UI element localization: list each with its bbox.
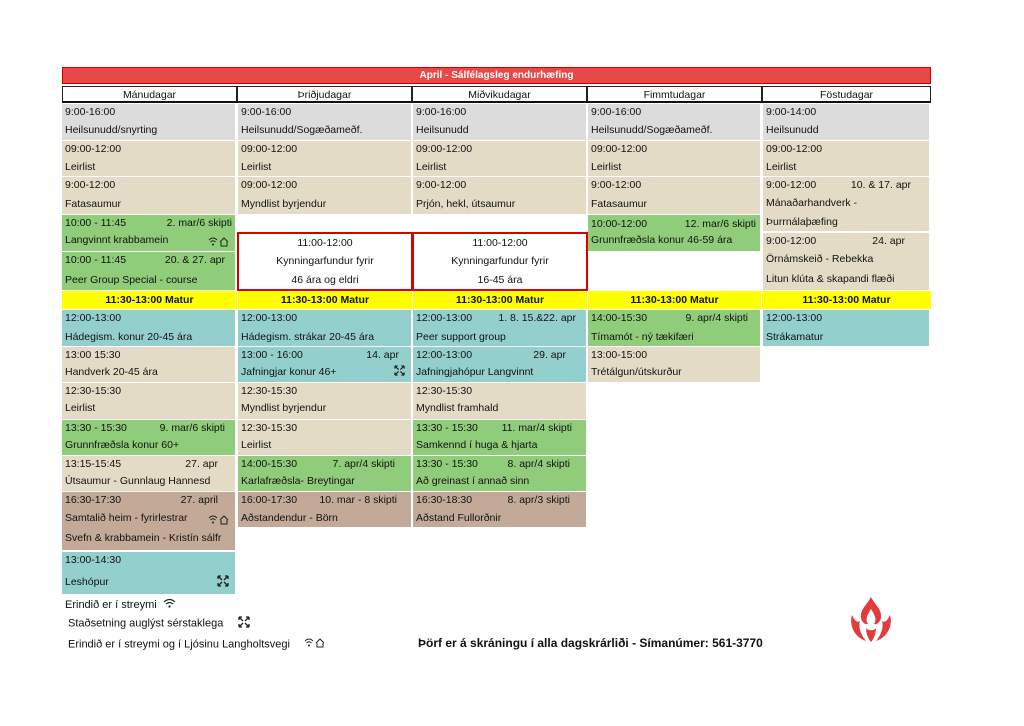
wed-peer-support-slot <box>413 310 586 346</box>
legend-both-label: Erindið er í streymi og í Ljósinu Langholtsvegi <box>68 638 290 651</box>
legend-location-label: Staðsetning auglýst sérstaklega <box>68 617 224 630</box>
legend-location <box>68 616 250 631</box>
slot-note: 9. apr/4 skipti <box>685 312 748 324</box>
slot-name: Leirlist <box>65 161 96 173</box>
slot-time: 10:00 - 11:45 <box>65 217 127 229</box>
slot-time: 16:30-18:30 <box>416 494 473 506</box>
fri-short-course-slot <box>763 233 929 290</box>
slot-name: Tímamót - ný tækifæri <box>591 331 694 343</box>
slot-note: 10. mar - 8 skipti <box>319 494 397 506</box>
slot-name: Karlafræðsla- Breytingar <box>241 475 355 487</box>
slot-name: Heilsunudd <box>766 124 819 136</box>
expand-arrows-icon <box>217 575 229 590</box>
slot-time: 12:00-13:00 <box>65 312 122 324</box>
slot-name-2: Þurrnálaþæfing <box>766 216 838 228</box>
wed-intro-meeting-box <box>412 232 588 291</box>
slot-time: 12:30-15:30 <box>65 385 122 397</box>
slot-time: 9:00-16:00 <box>241 106 292 118</box>
slot-note: 8. apr/3 skipti <box>507 494 570 506</box>
slot-time: 9:00-12:00 <box>766 235 817 247</box>
tue-art-beginners-slot <box>238 177 411 214</box>
flame-logo-icon <box>846 595 896 650</box>
tue-clay-pm-slot <box>238 420 411 455</box>
slot-note: 12. mar/6 skipti <box>684 218 756 230</box>
slot-time: 12:00-13:00 <box>416 349 473 361</box>
slot-name: Strákamatur <box>766 331 824 343</box>
mon-reading-group-slot <box>62 552 235 594</box>
mon-lunch-women-slot <box>62 310 235 346</box>
slot-note: 2. mar/6 skipti <box>166 217 232 229</box>
fri-clay-slot <box>763 141 929 176</box>
expand-arrows-icon <box>238 616 250 631</box>
mon-sewing-slot <box>62 177 235 214</box>
slot-name: Peer support group <box>416 331 506 343</box>
slot-note: 7. apr/4 skipti <box>332 458 395 470</box>
slot-name-2: Litun klúta & skapandi flæði <box>766 273 895 285</box>
slot-name: Fatasaumur <box>591 198 648 210</box>
slot-name: Grunnfræðsla konur 46-59 ára <box>591 234 733 246</box>
slot-name: Hádegism. konur 20-45 ára <box>65 331 193 343</box>
slot-name: Leirlist <box>65 402 96 414</box>
slot-name: Trétálgun/útskurður <box>591 366 682 378</box>
slot-note: 27. april <box>180 494 218 506</box>
slot-time: 13:30 - 15:30 <box>65 422 127 434</box>
legend-stream-label: Erindið er í streymi <box>65 598 157 611</box>
mon-clay-slot <box>62 141 235 176</box>
thu-massage-slot <box>588 104 760 140</box>
slot-name: Fatasaumur <box>65 198 122 210</box>
fri-massage-slot <box>763 104 929 140</box>
slot-name: Heilsunudd/Sogæðameðf. <box>591 124 713 136</box>
slot-time: 9:00-12:00 <box>591 179 642 191</box>
day-header-monday: Mánudagar <box>62 86 237 103</box>
slot-time: 9:00-12:00 <box>416 179 467 191</box>
mon-embroidery-slot <box>62 456 235 491</box>
slot-time: 9:00-12:00 <box>65 179 116 191</box>
slot-name: Leirlist <box>241 161 272 173</box>
slot-name: Heilsunudd <box>416 124 469 136</box>
thu-sewing-slot <box>588 177 760 214</box>
slot-name-2: Svefn & krabbamein - Kristín sálfr <box>65 532 222 544</box>
tue-clay-slot <box>238 141 411 176</box>
tue-intro-meeting-box <box>237 232 413 291</box>
tue-art-beginners-pm-slot <box>238 383 411 419</box>
wifi-house-icon <box>207 236 229 251</box>
slot-time: 13:30 - 15:30 <box>416 458 478 470</box>
slot-name: Að greinast í annað sinn <box>416 475 530 487</box>
slot-time: 13:30 - 15:30 <box>416 422 478 434</box>
lunch-monday: 11:30-13:00 Matur <box>62 291 237 309</box>
slot-name: Samtalið heim - fyrirlestrar <box>65 512 188 524</box>
slot-time: 10:00 - 11:45 <box>65 254 127 266</box>
tue-relatives-children-slot <box>238 492 411 527</box>
slot-name: Langvinnt krabbamein <box>65 234 169 246</box>
slot-name: Aðstandendur - Börn <box>241 512 338 524</box>
legend-stream <box>65 598 176 612</box>
slot-time: 13:15-15:45 <box>65 458 122 470</box>
slot-time: 09:00-12:00 <box>241 179 298 191</box>
slot-name: Leirlist <box>241 439 272 451</box>
slot-time: 09:00-12:00 <box>766 143 823 155</box>
wed-compassion-slot <box>413 420 586 455</box>
slot-name: Leirlist <box>416 161 447 173</box>
slot-time: 9:00-16:00 <box>65 106 116 118</box>
wifi-house-icon <box>207 514 229 529</box>
wed-second-diagnosis-slot <box>413 456 586 491</box>
page-title: April - Sálfélagsleg endurhæfing <box>62 67 931 84</box>
wifi-house-icon <box>303 637 325 652</box>
slot-note: 1. 8. 15.&22. apr <box>498 312 576 324</box>
slot-time: 12:30-15:30 <box>416 385 473 397</box>
slot-time: 9:00-12:00 <box>766 179 817 191</box>
slot-time: 12:00-13:00 <box>241 312 298 324</box>
mon-peer-group-slot <box>62 252 235 290</box>
slot-name: Leirlist <box>766 161 797 173</box>
slot-time: 9:00-16:00 <box>416 106 467 118</box>
day-header-wednesday: Miðvikudagar <box>412 86 587 103</box>
fri-monthly-craft-slot <box>763 177 929 231</box>
wed-relatives-adults-slot <box>413 492 586 527</box>
thu-woodcarving-slot <box>588 347 760 382</box>
box-line2: 16-45 ára <box>477 274 523 286</box>
mon-massage-slot <box>62 104 235 140</box>
lunch-friday: 11:30-13:00 Matur <box>762 291 931 309</box>
slot-name: Hádegism. strákar 20-45 ára <box>241 331 375 343</box>
slot-name: Jafningjar konur 46+ <box>241 366 337 378</box>
slot-name: Örnámskeið - Rebekka <box>766 253 874 265</box>
mon-handcraft-slot <box>62 347 235 382</box>
thu-milestones-slot <box>588 310 760 346</box>
slot-name: Myndlist byrjendur <box>241 198 327 210</box>
fri-boys-lunch-slot <box>763 310 929 346</box>
tue-lunch-men-slot <box>238 310 411 346</box>
box-time: 11:00-12:00 <box>297 237 353 249</box>
slot-time: 09:00-12:00 <box>241 143 298 155</box>
slot-name: Grunnfræðsla konur 60+ <box>65 439 180 451</box>
wed-knitting-slot <box>413 177 586 214</box>
lunch-wednesday: 11:30-13:00 Matur <box>413 291 587 309</box>
slot-time: 09:00-12:00 <box>591 143 648 155</box>
slot-time: 09:00-12:00 <box>65 143 122 155</box>
slot-name: Útsaumur - Gunnlaug Hannesd <box>65 475 211 487</box>
slot-note: 14. apr <box>366 349 399 361</box>
slot-note: 10. & 17. apr <box>850 179 911 191</box>
box-time: 11:00-12:00 <box>472 237 528 249</box>
wed-peer-chronic-slot <box>413 347 586 382</box>
tue-peers-women-slot <box>238 347 411 382</box>
wed-clay-slot <box>413 141 586 176</box>
slot-note: 8. apr/4 skipti <box>507 458 570 470</box>
slot-time: 12:30-15:30 <box>241 422 298 434</box>
mon-chronic-cancer-slot <box>62 215 235 251</box>
slot-note: 11. mar/4 skipti <box>501 422 572 434</box>
slot-name: Prjón, hekl, útsaumur <box>416 198 516 210</box>
day-header-tuesday: Þriðjudagar <box>237 86 412 103</box>
slot-time: 12:00-13:00 <box>416 312 473 324</box>
slot-note: 29. apr <box>533 349 566 361</box>
slot-name: Heilsunudd/Sogæðameðf. <box>241 124 363 136</box>
slot-time: 14:00-15:30 <box>241 458 298 470</box>
tue-men-education-slot <box>238 456 411 491</box>
slot-name: Myndlist byrjendur <box>241 402 327 414</box>
slot-note: 9. mar/6 skipti <box>159 422 225 434</box>
slot-name: Handverk 20-45 ára <box>65 366 158 378</box>
expand-arrows-icon <box>394 365 405 379</box>
slot-name: Myndlist framhald <box>416 402 499 414</box>
slot-name: Leirlist <box>591 161 622 173</box>
slot-name: Mánaðarhandverk - <box>766 197 858 209</box>
slot-time: 13:00-14:30 <box>65 554 122 566</box>
registration-note: Þörf er á skráningu í alla dagskrárliði - Símanúmer: 561-3770 <box>418 636 763 650</box>
slot-time: 16:00-17:30 <box>241 494 298 506</box>
slot-time: 12:30-15:30 <box>241 385 298 397</box>
slot-time: 14:00-15:30 <box>591 312 648 324</box>
slot-name: Peer Group Special - course <box>65 274 198 286</box>
slot-note: 24. apr <box>872 235 905 247</box>
slot-name: Heilsunudd/snyrting <box>65 124 158 136</box>
lunch-thursday: 11:30-13:00 Matur <box>588 291 761 309</box>
slot-note: 27. apr <box>185 458 218 470</box>
slot-name: Jafningjahópur Langvinnt <box>416 366 534 378</box>
lunch-tuesday: 11:30-13:00 Matur <box>238 291 412 309</box>
slot-name: Aðstand Fullorðnir <box>416 512 502 524</box>
wifi-icon <box>163 598 176 612</box>
mon-clay-pm-slot <box>62 383 235 419</box>
slot-time: 9:00-14:00 <box>766 106 817 118</box>
slot-note: 20. & 27. apr <box>164 254 225 266</box>
mon-basic-education-slot <box>62 420 235 455</box>
wed-art-advanced-slot <box>413 383 586 419</box>
slot-time: 13:00 15:30 <box>65 349 121 361</box>
slot-name: Samkennd í huga & hjarta <box>416 439 538 451</box>
wed-massage-slot <box>413 104 586 140</box>
slot-time: 12:00-13:00 <box>766 312 823 324</box>
mon-talk-home-slot <box>62 492 235 550</box>
slot-time: 16:30-17:30 <box>65 494 122 506</box>
slot-time: 09:00-12:00 <box>416 143 473 155</box>
slot-time: 10:00-12:00 <box>591 218 648 230</box>
day-header-friday: Föstudagar <box>762 86 931 103</box>
legend-both <box>68 637 325 652</box>
slot-name: Leshópur <box>65 576 109 588</box>
box-line1: Kynningarfundur fyrir <box>451 255 549 267</box>
box-line1: Kynningarfundur fyrir <box>276 255 374 267</box>
tue-massage-slot <box>238 104 411 140</box>
slot-time: 13:00 - 16:00 <box>241 349 303 361</box>
thu-basic-education-slot <box>588 215 760 251</box>
day-header-thursday: Fimmtudagar <box>587 86 762 103</box>
slot-time: 13:00-15:00 <box>591 349 648 361</box>
box-line2: 46 ára og eldri <box>291 274 359 286</box>
thu-clay-slot <box>588 141 760 176</box>
slot-time: 9:00-16:00 <box>591 106 642 118</box>
